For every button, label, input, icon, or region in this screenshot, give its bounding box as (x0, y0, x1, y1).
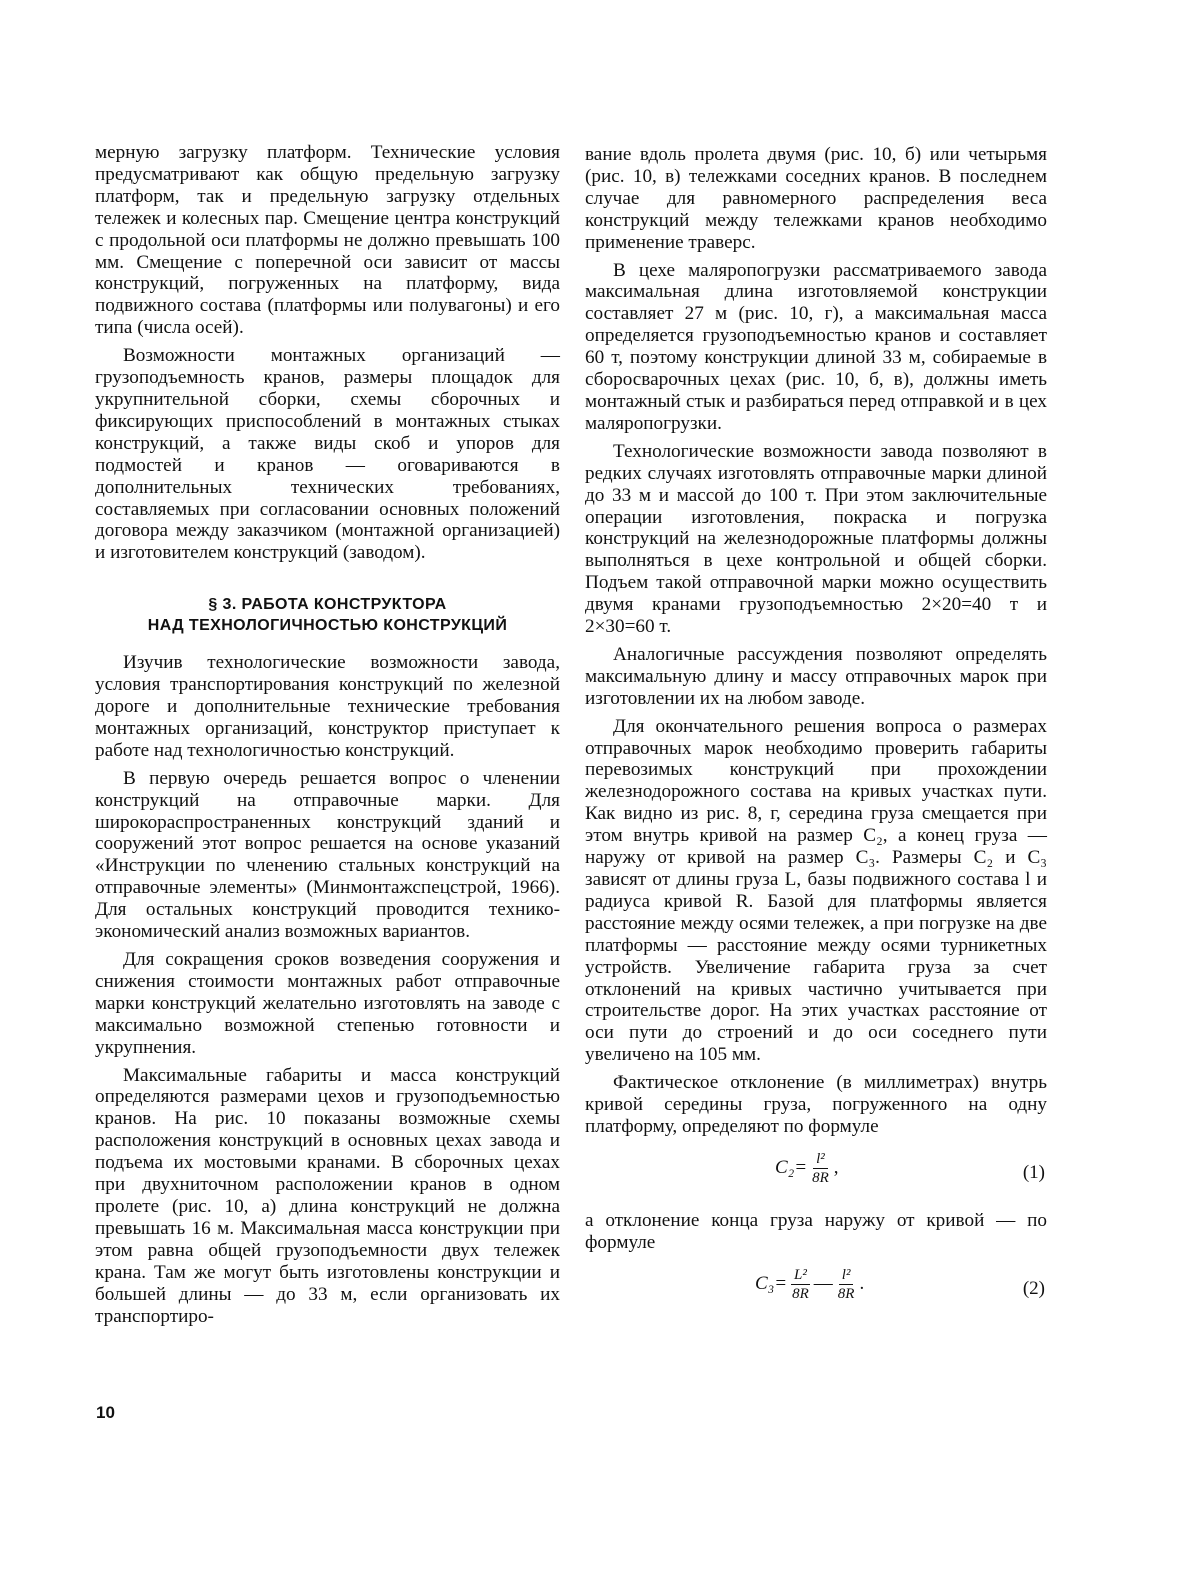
formula-lhs: C₂= (775, 1157, 808, 1179)
fraction (835, 1266, 858, 1303)
paragraph: Изучив технологические возможности завода, условия транспортирования конструкций по железной дороге и дополнительные технические требования монтажных организаций, конструктор приступает к работе над технологичностью конструкций. (95, 652, 560, 761)
paragraph: Для окончательного решения вопроса о размерах отправочных марок необходимо проверить габариты перевозимых конструкций при прохождении железнодорожного состава на кривых участках пути. Как видно из рис. 8, г, середина груза смещается при этом внутрь кривой на размер C₂, а конец груза — наружу от кривой на размер C₃. Размеры C₂ и C₃ зависят от длины груза L, базы подвижного состава l и радиуса кривой R. Базой для платформы является расстояние между осями тележек, а при погрузке на две платформы — расстояние между осями турникетных устройств. Увеличение габарита груза за счет отклонений на кривых частично учитывается при строительстве дорог. На этих участках расстояние от оси пути до строений и до оси соседнего пути увеличено на 105 мм. (585, 715, 1047, 1066)
paragraph: Максимальные габариты и масса конструкций определяются размерами цехов и грузоподъемностью кранов. На рис. 10 показаны возможные схемы расположения конструкций в основных цехах завода и подъема их мостовыми кранами. В сборочных цехах при двухниточном расположении кранов в одном пролете (рис. 10, а) длина конструкций не должна превышать 16 м. Максимальная масса конструкции при этом равна общей грузоподъемности двух тележек крана. Там же могут быть изготовлены конструкции и большей длины — до 33 м, если организовать их транспортиро- (95, 1064, 560, 1327)
formula-number: (2) (1022, 1277, 1045, 1299)
fraction-denominator: 8R (792, 1285, 809, 1302)
page-number: 10 (96, 1403, 115, 1422)
paragraph: В цехе маляропогрузки рассматриваемого завода максимальная длина изготовляемой конструкции составляет 27 м (рис. 10, г), а максимальная масса определяется грузоподъемностью кранов и составляет 60 т, поэтому конструкции длиной 33 м, собираемые в сборосварочных цехах (рис. 10, б, в), должны иметь монтажный стык и разбираться перед отправкой и в цех маляропогрузки. (585, 259, 1047, 434)
formula-2 (585, 1264, 1047, 1318)
right-column (585, 144, 1047, 1326)
section-heading (95, 594, 560, 636)
formula-expression (755, 1266, 864, 1303)
paragraph: Фактическое отклонение (в миллиметрах) внутрь кривой середины груза, погруженного на одну платформу, определяют по формуле (585, 1072, 1047, 1137)
paragraph: В первую очередь решается вопрос о членении конструкций на отправочные марки. Для широкораспространенных конструкций зданий и сооружений этот вопрос решается на основе указаний «Инструкции по членению стальных конструкций на отправочные элементы» (Минмонтажспецстрой, 1966). Для остальных конструкций проводится технико-экономический анализ возможных вариантов. (95, 767, 560, 943)
paragraph: Аналогичные рассуждения позволяют определять максимальную длину и массу отправочных марок при изготовлении их на любом заводе. (585, 643, 1047, 709)
fraction-denominator: 8R (837, 1285, 855, 1302)
fraction-denominator: 8R (812, 1169, 829, 1186)
paragraph: Технологические возможности завода позволяют в редких случаях изготовлять отправочные марки длиной до 33 м и массой до 100 т. При этом заключительные операции изготовления, покраска и погрузка конструкций на железнодорожные платформы должны выполняться в цехе контрольной и общей сборки. Подъем такой отправочной марки можно осуществить двумя кранами грузоподъемностью 2×20=40 т и 2×30=60 т. (585, 440, 1047, 638)
paragraph: мерную загрузку платформ. Технические условия предусматривают как общую предельную загрузку платформ, так и предельную загрузку отдельных тележек и колесных пар. Смещение центра конструкций с продольной оси платформы не должно превышать 100 мм. Смещение с поперечной оси зависит от массы конструкций, погруженных на платформу, вида подвижного состава (платформы или полувагоны) и его типа (числа осей). (95, 142, 560, 339)
formula-operator: — (813, 1273, 833, 1295)
formula-lhs: C₃= (755, 1273, 788, 1295)
fraction-numerator: l² (839, 1266, 854, 1285)
paragraph: вание вдоль пролета двумя (рис. 10, б) или четырьмя (рис. 10, в) тележками соседних кранов. В последнем случае для равномерного распределения веса конструкций между тележками кранов необходимо применение траверс. (585, 144, 1047, 253)
fraction (809, 1150, 832, 1187)
formula-1 (585, 1148, 1047, 1202)
section-heading-line: НАД ТЕХНОЛОГИЧНОСТЬЮ КОНСТРУКЦИЙ (147, 617, 508, 635)
formula-number: (1) (1022, 1161, 1045, 1183)
fraction-numerator: l² (813, 1150, 828, 1169)
section-heading-line: § 3. РАБОТА КОНСТРУКТОРА (208, 596, 447, 614)
fraction (789, 1266, 812, 1303)
fraction-numerator: L² (791, 1266, 810, 1285)
formula-tail: , (833, 1157, 839, 1179)
formula-tail: . (859, 1273, 865, 1295)
paragraph: Для сокращения сроков возведения сооружения и снижения стоимости монтажных работ отправочные марки конструкций желательно изготовлять на заводе с максимально возможной степенью готовности и укрупнения. (95, 949, 560, 1058)
left-column (95, 142, 560, 1327)
paragraph: Возможности монтажных организаций — грузоподъемность кранов, размеры площадок для укрупнительной сборки, схемы сборочных и фиксирующих приспособлений в монтажных стыках конструкций, а также виды скоб и упоров для подмостей и кранов — оговариваются в дополнительных технических требованиях, составляемых при согласовании основных положений договора между заказчиком (монтажной организацией) и изготовителем конструкций (заводом). (95, 345, 560, 564)
paragraph: а отклонение конца груза наружу от кривой — по формуле (585, 1209, 1047, 1253)
formula-expression (775, 1150, 839, 1187)
